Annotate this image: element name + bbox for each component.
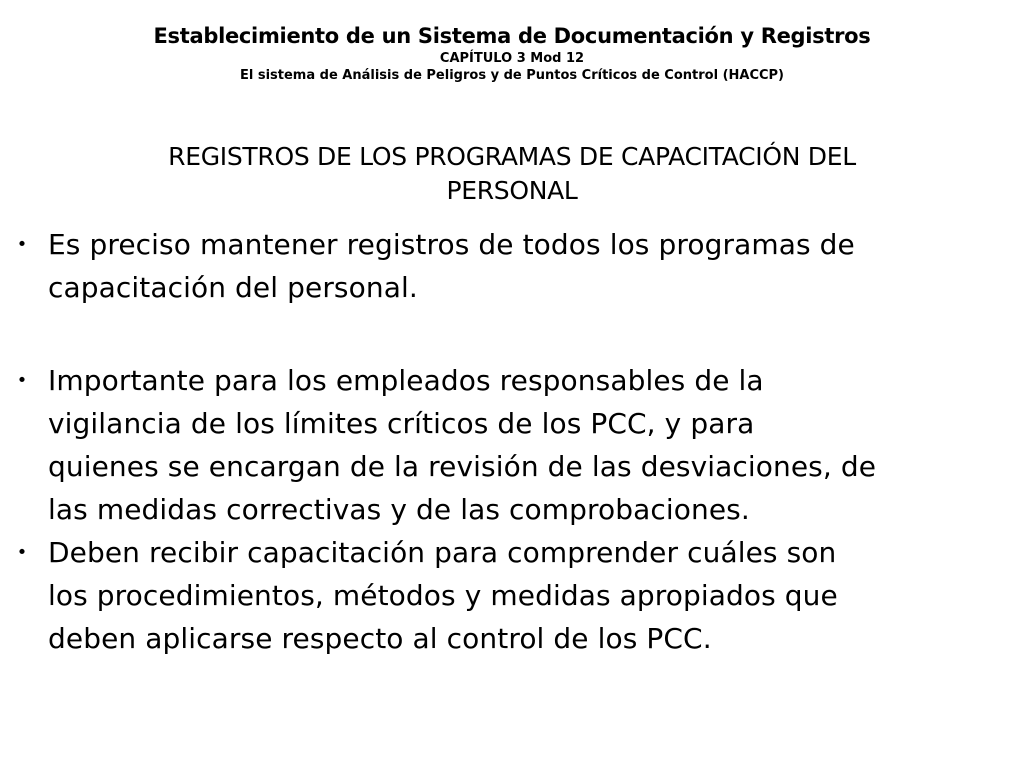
header-title: Establecimiento de un Sistema de Documentación y Registros <box>153 24 871 48</box>
bullet-line: vigilancia de los límites críticos de los PCC, y para <box>48 407 755 440</box>
bullet-line: capacitación del personal. <box>48 271 418 304</box>
bullet-line: los procedimientos, métodos y medidas apropiados que <box>48 579 838 612</box>
bullet-marker-icon: ・ <box>8 228 37 261</box>
bullet-marker-icon: ・ <box>8 536 37 569</box>
bullet-line: deben aplicarse respecto al control de los PCC. <box>48 622 712 655</box>
bullet-list <box>0 223 1024 660</box>
bullet-line: quienes se encargan de la revisión de las desviaciones, de <box>48 450 877 483</box>
bullet-line: Es preciso mantener registros de todos los programas de <box>48 228 855 261</box>
bullet-item-3 <box>0 531 1024 660</box>
section-title <box>40 140 984 208</box>
bullet-line: Importante para los empleados responsables de la <box>48 364 764 397</box>
bullet-item-2 <box>0 359 1024 531</box>
header-chapter: CAPÍTULO 3 Mod 12 <box>439 51 585 66</box>
bullet-line: las medidas correctivas y de las comprobaciones. <box>48 493 750 526</box>
bullet-line: Deben recibir capacitación para comprender cuáles son <box>48 536 837 569</box>
bullet-marker-icon: ・ <box>8 364 37 397</box>
section-title-line-1: REGISTROS DE LOS PROGRAMAS DE CAPACITACIÓN DEL <box>168 142 856 171</box>
header-subtitle: El sistema de Análisis de Peligros y de Puntos Críticos de Control (HACCP) <box>239 68 784 83</box>
section-title-line-2: PERSONAL <box>446 176 578 205</box>
bullet-item-1 <box>0 223 1024 309</box>
slide-header <box>0 22 1024 84</box>
